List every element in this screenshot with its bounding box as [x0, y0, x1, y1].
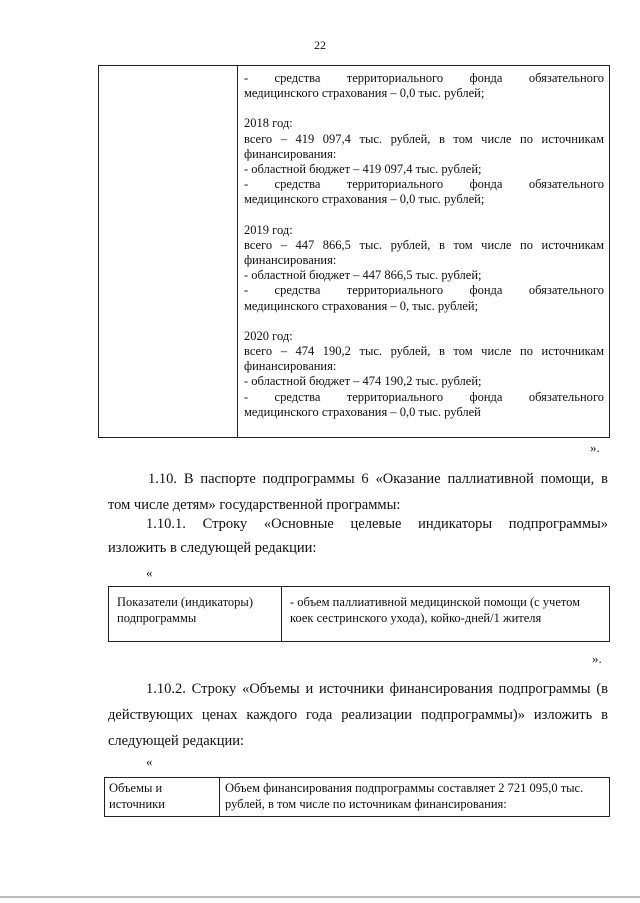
indicators-label: Показатели (индикаторы) подпрограммы [117, 595, 253, 625]
year-total: всего – 474 190,2 тыс. рублей, в том числе по источникам [244, 344, 604, 359]
indicators-table [108, 586, 610, 642]
section-1-10-1-line1: 1.10.1. Строку «Основные целевые индикаторы подпрограммы» [146, 516, 608, 532]
year-regional-budget: - областной бюджет – 419 097,4 тыс. рублей; [244, 162, 482, 177]
opening-quote: « [146, 565, 153, 580]
year-total-cont: финансирования: [244, 359, 337, 374]
closing-quote: ». [592, 651, 602, 666]
table-left-cell [99, 66, 238, 437]
tfoms-line: - средства территориального фонда обязательного [244, 71, 604, 85]
financing-volumes-table [104, 777, 610, 817]
page-number: 22 [314, 38, 326, 52]
tfoms-line-cont: медицинского страхования – 0,0 тыс. рублей; [244, 86, 485, 101]
closing-quote: ». [590, 440, 600, 455]
year-heading: 2019 год: [244, 222, 293, 237]
scan-edge-line [0, 896, 640, 898]
year-regional-budget: - областной бюджет – 474 190,2 тыс. рублей; [244, 374, 482, 389]
indicators-value: - объем паллиативной медицинской помощи (с учетом коек сестринского ухода), койко-дней/1 жителя [290, 595, 581, 625]
year-tfoms: - средства территориального фонда обязательного [244, 177, 604, 192]
year-tfoms-cont: медицинского страхования – 0,0 тыс. рублей; [244, 192, 485, 207]
year-regional-budget: - областной бюджет – 447 866,5 тыс. рублей; [244, 268, 482, 283]
year-tfoms-cont: медицинского страхования – 0, тыс. рублей; [244, 298, 479, 313]
year-tfoms-cont: медицинского страхования – 0,0 тыс. рублей [244, 404, 481, 419]
year-total: всего – 447 866,5 тыс. рублей, в том числе по источникам [244, 237, 604, 252]
section-1-10-paragraph: 1.10. В паспорте подпрограммы 6 «Оказание паллиативной помощи, в том числе детям» государственной программы: [108, 471, 608, 513]
year-total-cont: финансирования: [244, 253, 337, 268]
year-heading: 2020 год: [244, 328, 293, 343]
section-1-10-1-line2: изложить в следующей редакции: [108, 540, 317, 556]
opening-quote: « [146, 754, 153, 769]
financing-table-continued [98, 65, 610, 438]
year-tfoms: - средства территориального фонда обязательного [244, 283, 604, 298]
table-right-cell [244, 71, 604, 420]
year-total: всего – 419 097,4 тыс. рублей, в том числе по источникам [244, 131, 604, 146]
year-tfoms: - средства территориального фонда обязательного [244, 389, 604, 404]
financing-value: Объем финансирования подпрограммы составляет 2 721 095,0 тыс. рублей, в том числе по источникам финансирования: [225, 781, 584, 811]
year-total-cont: финансирования: [244, 146, 337, 161]
financing-label: Объемы и источники [109, 781, 165, 811]
year-heading: 2018 год: [244, 116, 293, 131]
section-1-10-2-paragraph: 1.10.2. Строку «Объемы и источники финансирования подпрограммы (в действующих ценах каждого года реализации подпрограммы)» изложить в следующей редакции: [108, 681, 608, 749]
